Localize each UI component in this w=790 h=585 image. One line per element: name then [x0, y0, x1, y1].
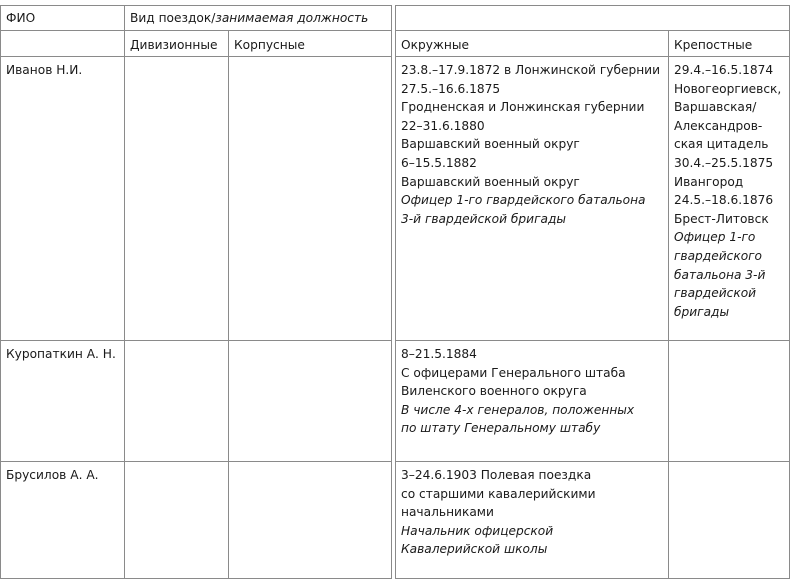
header-fortress: Крепостные — [669, 31, 790, 57]
table-right — [395, 5, 790, 579]
header-district: Окружные — [396, 31, 669, 57]
table-row — [396, 462, 790, 579]
district-cell: 23.8.–17.9.1872 в Лонжинской губернии 27.5.–16.6.1875 Гродненская и Лонжинская губернии 22–31.6.1880 Варшавский военный округ 6–15.5.1882 Варшавский военный округ Офицер 1-го гвардейского батальона 3-й гвардейской бригады — [396, 57, 669, 341]
corps-cell — [229, 341, 392, 462]
header-right-blank — [396, 6, 790, 31]
header-trip-type: Вид поездок/занимаемая должность — [125, 6, 392, 31]
header-divisional: Дивизионные — [125, 31, 229, 57]
table-left — [0, 5, 392, 579]
divisional-cell — [125, 57, 229, 341]
name-cell: Брусилов А. А. — [1, 462, 125, 579]
fortress-cell: 29.4.–16.5.1874 Новогеоргиевск, Варшавская/ Александров- ская цитадель 30.4.–25.5.1875 Ивангород 24.5.–18.6.1876 Брест-Литовск Офицер 1-го гвардейского батальона 3-й гвардейской бригады — [669, 57, 790, 341]
district-cell: 3–24.6.1903 Полевая поездка со старшими кавалерийскими начальниками Начальник офицерской Кавалерийской школы — [396, 462, 669, 579]
header-fio: ФИО — [1, 6, 125, 31]
table-row — [1, 57, 392, 341]
name-cell: Иванов Н.И. — [1, 57, 125, 341]
fortress-cell — [669, 341, 790, 462]
table-row — [396, 57, 790, 341]
header-fio-blank — [1, 31, 125, 57]
table-row — [1, 341, 392, 462]
corps-cell — [229, 57, 392, 341]
name-cell: Куропаткин А. Н. — [1, 341, 125, 462]
corps-cell — [229, 462, 392, 579]
divisional-cell — [125, 462, 229, 579]
header-corps: Корпусные — [229, 31, 392, 57]
divisional-cell — [125, 341, 229, 462]
district-cell: 8–21.5.1884 С офицерами Генерального штаба Виленского военного округа В числе 4-х генералов, положенных по штату Генеральному штабу — [396, 341, 669, 462]
fortress-cell — [669, 462, 790, 579]
table-row — [1, 462, 392, 579]
table-row — [396, 341, 790, 462]
